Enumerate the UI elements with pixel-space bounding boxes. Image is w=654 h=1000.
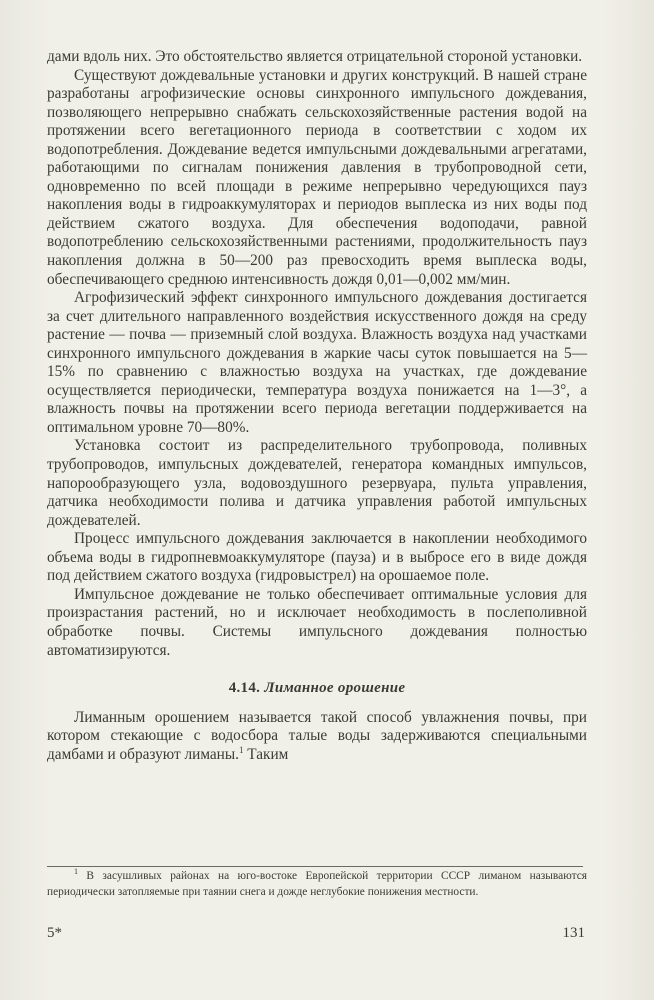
footnote-text: В засушливых районах на юго-востоке Европейской территории СССР лиманом называются периодически затопляемые при таянии снега и дожде неглубокие понижения местности. — [47, 870, 587, 898]
footnote-reference: 1 — [238, 744, 244, 755]
section-heading — [47, 679, 587, 698]
paragraph-installation-components: Установка состоит из распределительного трубопровода, поливных трубопроводов, импульсных дождевателей, генератора командных импульсов, напорообразующего узла, водовоздушного резервуара, пульта управления, датчика необходимости полива и датчика управления работой импульсных дождевателей. — [47, 437, 587, 529]
printer-signature: 5* — [47, 925, 62, 941]
section-number: 4.14. — [228, 680, 261, 697]
main-text — [47, 48, 587, 764]
page-number: 131 — [562, 925, 585, 941]
paragraph-agrophysical-effect: Агрофизический эффект синхронного импульсного дождевания достигается за счет длительного направленного воздействия искусственного дождя на среду растение — почва — приземный слой воздуха. Влажность воздуха над участками синхронного импульсного дождевания в жаркие часы суток повышается на 5—15% по сравнению с влажностью воздуха на участках, где дождевание осуществляется периодически, температура воздуха понижается на 1—3°, а влажность почвы на протяжении всего периода вегетации поддерживается на оптимальном уровне 70—80%. — [47, 289, 587, 436]
section-title: Лиманное орошение — [264, 680, 406, 697]
footnote-paragraph — [47, 869, 587, 900]
paragraph-impulse-benefits: Импульсное дождевание не только обеспечивает оптимальные условия для произрастания растений, но и исключает необходимость в послеполивной обработке почвы. Системы импульсного дождевания полностью автоматизируются. — [47, 585, 587, 659]
liman-definition-text: Лиманным орошением называется такой способ увлажнения почвы, при котором стекающие с водосбора талые воды задерживаются специальными дамбами и образуют лиманы. — [47, 708, 587, 763]
liman-definition-tail: Таким — [243, 745, 289, 763]
paragraph-continuation: дами вдоль них. Это обстоятельство является отрицательной стороной установки. — [47, 48, 583, 65]
footnote — [47, 869, 587, 900]
paragraph-impulse-process: Процесс импульсного дождевания заключается в накоплении необходимого объема воды в гидропневмоаккумуляторе (пауза) и в выбросе его в виде дождя под действием сжатого воздуха (гидровыстрел) на орошаемое поле. — [47, 530, 587, 585]
footnote-divider — [47, 866, 583, 867]
paragraph-liman-definition — [47, 709, 587, 765]
paragraph-other-constructions: Существуют дождевальные установки и других конструкций. В нашей стране разработаны агрофизические основы синхронного импульсного дождевания, позволяющего непрерывно снабжать сельскохозяйственные растения водой на протяжении всего вегетационного периода в соответствии с ходом их водопотребления. Дождевание ведется импульсными дождевальными агрегатами, работающими по сигналам понижения давления в трубопроводной сети, одновременно по всей площади в режиме непрерывно чередующихся пауз накопления воды в гидроаккумуляторах и периодов выплеска из них воды под действием сжатого воздуха. Для обеспечения водоподачи, равной водопотреблению сельскохозяйственными растениями, продолжительность пауз накопления должна в 50—200 раз превосходить время выплеска воды, обеспечивающего среднюю интенсивность дождя 0,01—0,002 мм/мин. — [47, 66, 587, 288]
footnote-mark: 1 — [74, 867, 78, 877]
